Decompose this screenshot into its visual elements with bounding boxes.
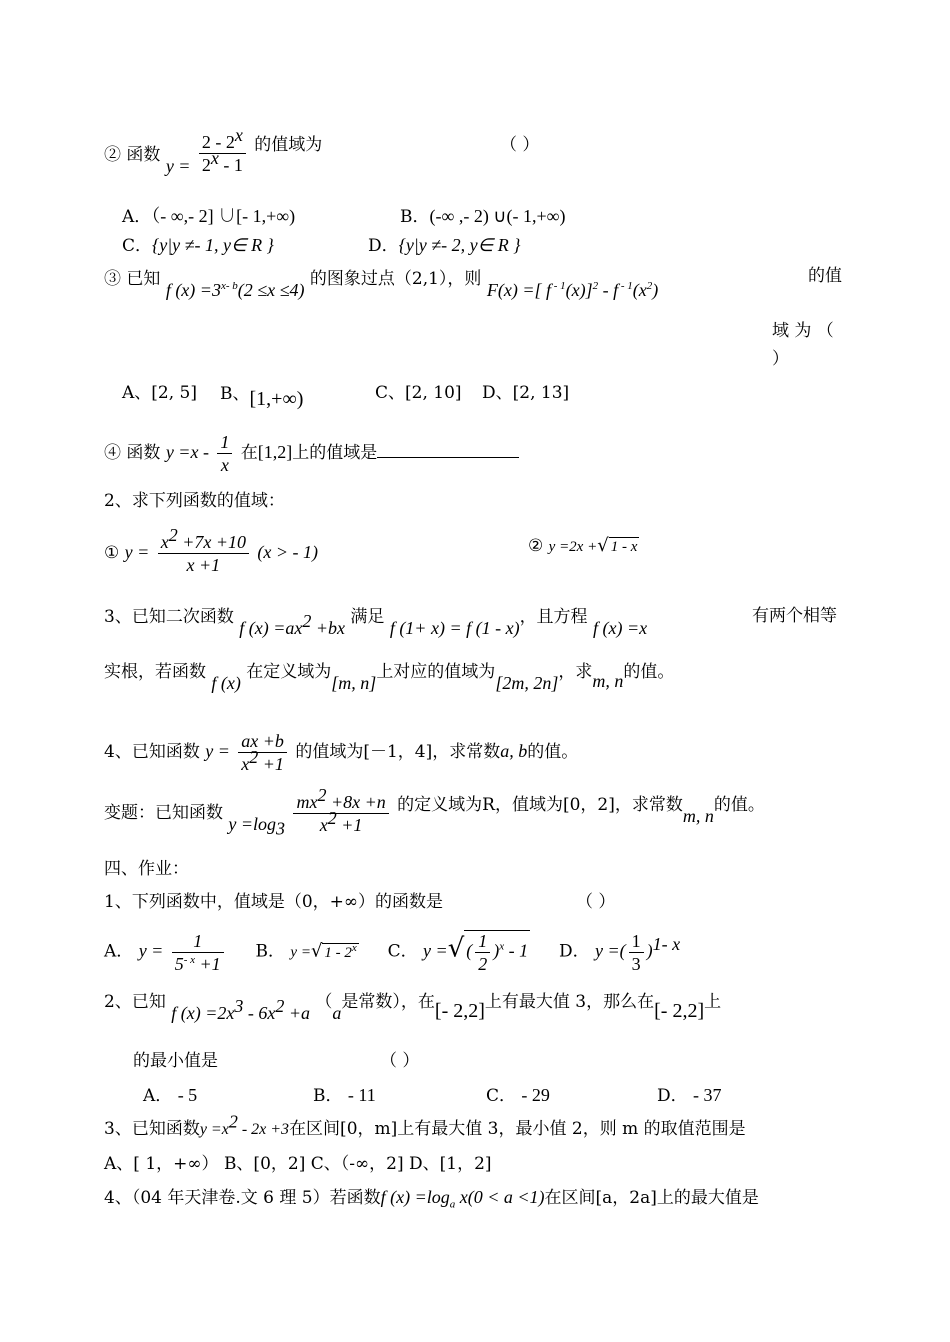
- lead-text: 4、已知函数: [104, 742, 200, 762]
- option-b-label: B、: [220, 384, 250, 404]
- tail-text-3: ）: [772, 349, 789, 369]
- option-d-exp: 1- x: [652, 933, 681, 954]
- item-number: ③: [104, 269, 121, 289]
- formula-cond: f (1+ x) = f (1 - x): [389, 618, 520, 638]
- formula-lhs: $y =\log_3$: [228, 814, 286, 839]
- lead-text: 4、（04 年天津卷.文 6 理 5）若函数: [104, 1188, 381, 1208]
- lead-text: 3、已知函数: [104, 1119, 200, 1139]
- item-number: ②: [104, 145, 121, 165]
- tail-text-2: 域 为 （: [772, 321, 834, 341]
- formula-eq: f (x) =x: [592, 618, 648, 638]
- tail-text-1: 的值: [808, 266, 842, 286]
- variables: m, n: [682, 806, 714, 826]
- frac-denominator: 2: [201, 155, 211, 175]
- question-text: 在区间[a，2a]上的最大值是: [544, 1188, 759, 1208]
- frac-numerator: 2 - 2: [201, 132, 235, 152]
- range: [2m, 2n]: [495, 673, 559, 693]
- option-b-sqrt: 1 - 2$^x$: [324, 941, 357, 961]
- option-c: C、[2, 10]: [375, 383, 462, 403]
- formula-fraction: $\frac{x^2 +7x +10}{x +1}$: [158, 532, 249, 575]
- mid-text: 在: [240, 443, 258, 463]
- option-a: [122, 205, 295, 228]
- lead-text: 3、已知二次函数: [104, 607, 234, 627]
- tail-text: 的值域为: [254, 135, 323, 155]
- option-c-sqrt: ( $\frac{1}{2}$ )$^x$ - 1: [466, 931, 529, 974]
- tail-text: 的定义域为R，值域为[0，2]，求常数: [397, 795, 683, 815]
- question-1c-line: [104, 125, 323, 177]
- formula-f: f (x): [211, 673, 241, 693]
- item-number: ②: [528, 536, 544, 556]
- question-2-part-2: [528, 535, 639, 558]
- option-b-label: B．: [400, 207, 430, 227]
- option-d: D、[2, 13]: [482, 383, 570, 403]
- question-3-line-1: [104, 605, 648, 638]
- mid-text-3: 上有最大值 3，那么在: [484, 992, 655, 1012]
- formula-fraction: [217, 432, 232, 475]
- tail-text: 上: [704, 992, 722, 1012]
- option-a-lhs: y =: [138, 940, 164, 961]
- homework-q4-line: [104, 1186, 759, 1209]
- formula-condition: (x > - 1): [257, 542, 319, 562]
- option-c-label: C．: [387, 941, 418, 962]
- lead-text: 函数: [126, 145, 161, 165]
- question-2-title: 2、求下列函数的值域：: [104, 491, 285, 511]
- option-d: [368, 234, 521, 257]
- item-number: ①: [104, 543, 120, 563]
- homework-title: 四、作业：: [104, 859, 189, 879]
- sqrt-symbol: √: [447, 933, 465, 964]
- formula-lhs: y =: [165, 156, 191, 176]
- question-2-part-1: [104, 525, 319, 575]
- option-d-text: {y|y ≠- 2, y∈ R }: [398, 235, 521, 255]
- frac-denominator-exp: x: [210, 148, 219, 168]
- option-b: [220, 382, 304, 410]
- variables: m, n: [592, 671, 624, 691]
- option-a-label: A．: [122, 207, 152, 227]
- option-b-text: (-∞ ,- 2) ∪(- 1,+∞): [429, 206, 566, 226]
- option-a-label: A．: [104, 941, 134, 962]
- homework-q2-option-b: B． - 11: [313, 1085, 376, 1106]
- mid-text-2: ，且方程: [519, 607, 588, 627]
- mid-text-2: 上对应的值域为: [376, 662, 496, 682]
- mid-text-1: 满足: [350, 607, 385, 627]
- sqrt-symbol: √: [310, 940, 323, 962]
- frac-numerator-exp: x: [234, 125, 243, 145]
- tail-text: 的值。: [623, 662, 675, 682]
- interval-1: [- 2,2]: [434, 1000, 485, 1022]
- tail-text: 有两个相等: [752, 606, 837, 626]
- formula-f: f $(x) =2x^3 - 6x^2 +a$: [171, 996, 310, 1023]
- formula-fraction: [199, 125, 246, 175]
- homework-q2-option-d: D． - 37: [657, 1085, 722, 1106]
- option-c-expr: y =: [423, 940, 448, 961]
- formula-F: F(x) =[ f $^{- 1}$(x)]$^2$ - f $^{- 1}(x^2)$: [486, 280, 659, 300]
- homework-q3-line: [104, 1111, 746, 1141]
- question-3-line-2: [104, 660, 675, 693]
- homework-q2-option-c: C． - 29: [486, 1085, 550, 1106]
- option-a-text: （- ∞,- 2] ∪[- 1,+∞): [151, 206, 296, 226]
- tail-text: 的值域为[－1，4]，求常数: [295, 742, 501, 762]
- option-c-text: {y|y ≠- 1, y∈ R }: [152, 235, 274, 255]
- homework-q1-paren: （ ）: [576, 892, 616, 912]
- answer-paren: （ ）: [500, 135, 540, 155]
- option-d-label: D．: [558, 941, 590, 962]
- variant-line: [104, 785, 765, 839]
- interval: [1,2]: [257, 442, 293, 462]
- sqrt-content: 1 - x: [610, 539, 638, 555]
- formula-expr: f $(x) =\log_a$ x(0 < a <1): [380, 1187, 545, 1211]
- end-text: 的值。: [713, 795, 765, 815]
- option-d-fraction: $\frac{1}{3}$: [629, 931, 644, 974]
- question-text: 在区间[0，m]上有最大值 3，最小值 2，则 m 的取值范围是: [289, 1119, 746, 1139]
- lead-text: 2、已知: [104, 992, 166, 1012]
- lead-text: 实根，若函数: [104, 662, 206, 682]
- mid-text-3: ，求: [558, 662, 593, 682]
- var-a: a: [332, 1003, 342, 1023]
- end-text: 的值。: [527, 742, 579, 762]
- question-4-line: [104, 731, 578, 774]
- option-d-label: D．: [368, 236, 399, 256]
- mid-text-2: 是常数），在: [341, 992, 435, 1012]
- question-1e-line: [104, 432, 519, 475]
- formula-expr: $y =x^2 - 2x +3$: [199, 1111, 290, 1138]
- option-a-fraction: $\frac{1}{5^{- x} +1}$: [172, 931, 224, 974]
- homework-q2-option-a: A． - 5: [143, 1085, 198, 1106]
- option-b-text: [1,+∞): [249, 388, 304, 410]
- lead-text: 函数: [126, 443, 161, 463]
- question-1d-line: [104, 267, 659, 300]
- mid-text: 的图象过点（2,1），则: [309, 269, 482, 289]
- lead-text: 已知: [126, 269, 161, 289]
- interval-2: [- 2,2]: [654, 1000, 705, 1022]
- option-c-label: C．: [122, 236, 153, 256]
- mid-text-1: 在定义域为: [246, 662, 332, 682]
- homework-q2-line-2: 的最小值是: [133, 1051, 218, 1071]
- option-c: [122, 234, 274, 257]
- mid-text-1: （: [315, 992, 333, 1012]
- homework-q2-paren: （ ）: [380, 1051, 420, 1071]
- frac-denominator: x: [220, 455, 229, 475]
- formula-fraction: $\frac{ax +b}{x^2 +1}$: [238, 731, 287, 774]
- formula-f: f $(x) =ax^2 +bx$: [239, 611, 345, 638]
- formula-expr: y =x -: [165, 442, 209, 462]
- sqrt-symbol: √: [597, 535, 609, 556]
- option-b-expr: y =: [290, 944, 311, 961]
- homework-q1: 1、下列函数中，值域是（0，+∞）的函数是: [104, 892, 444, 912]
- domain: [m, n]: [331, 673, 377, 693]
- option-d-expr: y =(: [595, 940, 626, 961]
- option-a: A、[2, 5]: [122, 383, 197, 403]
- frac-denominator-tail: - 1: [218, 155, 243, 175]
- frac-numerator: 1: [217, 432, 232, 454]
- homework-q1-options: A． y = $\frac{1}{5^{- x} +1}$ B． y =√ 1 - 2$^x$ C． y =√ ( $\frac{1}{2}$ )$^x$ - 1 D． y =( $\frac{1}{3}$ )$^{1- x}$: [104, 930, 681, 974]
- answer-blank: [377, 441, 519, 458]
- option-b-label: B．: [255, 941, 285, 962]
- lead-text: 变题：已知函数: [104, 803, 223, 823]
- formula-lhs: y =: [205, 741, 230, 761]
- homework-q2-line-1: [104, 990, 722, 1023]
- homework-q3-options: A、[ 1，+∞） B、[0，2] C、（-∞，2] D、[1，2]: [104, 1154, 492, 1174]
- tail-text: 上的值域是: [292, 443, 378, 463]
- formula-lhs: y =: [124, 542, 150, 562]
- formula-expr: y =2x +: [548, 539, 598, 555]
- variables: a, b: [500, 741, 528, 761]
- item-number: ④: [104, 443, 121, 463]
- formula-f: f $(x) =3^{x- b}(2 \le x \le 4)$: [165, 280, 305, 300]
- option-b: [400, 205, 565, 228]
- formula-fraction: $\frac{mx^2 +8x +n}{x^2 +1}$: [293, 792, 388, 835]
